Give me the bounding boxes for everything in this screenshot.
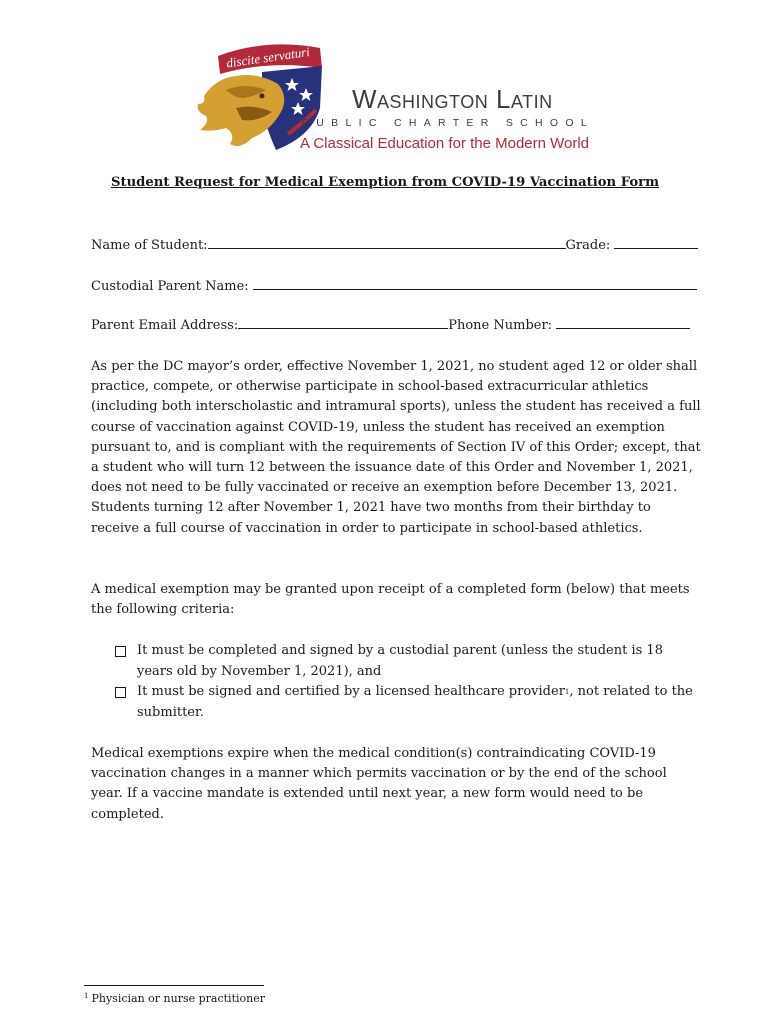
contact-row	[91, 316, 701, 333]
footnote-text: Physician or nurse practitioner	[91, 992, 265, 1005]
checkbox-icon[interactable]	[115, 687, 126, 698]
school-tagline: A Classical Education for the Modern World	[300, 135, 590, 152]
school-type: PUBLIC CHARTER SCHOOL	[302, 117, 594, 129]
form-title: Student Request for Medical Exemption from COVID-19 Vaccination Form	[110, 175, 660, 190]
parent-name-label: Custodial Parent Name:	[91, 279, 249, 294]
student-name-field[interactable]	[208, 236, 566, 249]
parent-name-row	[91, 277, 701, 294]
criteria-intro-paragraph: A medical exemption may be granted upon receipt of a completed form (below) that meets the following criteria:	[91, 582, 690, 618]
criteria-item	[115, 682, 695, 723]
footnote-marker: 1	[84, 992, 89, 1000]
criteria-text	[137, 682, 695, 723]
student-info-row	[91, 236, 701, 253]
school-name: Washington Latin	[352, 84, 553, 114]
criteria-text-end: , not related to the submitter.	[137, 684, 693, 720]
logo-motto: discite servaturi	[225, 43, 311, 71]
parent-name-field[interactable]	[253, 277, 697, 290]
footnote-divider	[84, 985, 264, 986]
phone-label: Phone Number:	[448, 318, 553, 333]
criteria-text-main: It must be signed and certified by a licensed healthcare provider	[137, 684, 565, 700]
mayor-order-paragraph: As per the DC mayor’s order, effective November 1, 2021, no student aged 12 or older shall practice, compete, or otherwise participate in school-based extracurricular athletics (including both interscholastic and intramural sports), unless the student has received a full course of vaccination against COVID-19, unless the student has received an exemption pursuant to, and is compliant with the requirements of Section IV of this Order; except, that a student who will turn 12 between the issuance date of this Order and November 1, 2021, does not need to be fully vaccinated or receive an exemption before December 13, 2021. Students turning 12 after November 1, 2021 have two months from their birthday to receive a full course of vaccination in order to participate in school-based athletics.	[91, 359, 701, 536]
criteria-item	[115, 641, 695, 682]
grade-label: Grade:	[565, 238, 611, 253]
footnote-reference[interactable]: 1	[564, 688, 570, 697]
parent-email-label: Parent Email Address:	[91, 318, 239, 333]
criteria-list	[115, 641, 695, 723]
phone-field[interactable]	[556, 316, 690, 329]
footnote	[84, 992, 265, 1005]
student-name-label: Name of Student:	[91, 238, 208, 253]
criteria-text: It must be completed and signed by a custodial parent (unless the student is 18 years old by November 1, 2021), and	[137, 643, 663, 679]
school-logo	[196, 38, 606, 158]
parent-email-field[interactable]	[238, 316, 448, 329]
grade-field[interactable]	[614, 236, 698, 249]
expiry-paragraph: Medical exemptions expire when the medical condition(s) contraindicating COVID-19 vaccination changes in a manner which permits vaccination or by the end of the school year. If a vaccine mandate is extended until next year, a new form would need to be completed.	[91, 746, 667, 822]
checkbox-icon[interactable]	[115, 646, 126, 657]
